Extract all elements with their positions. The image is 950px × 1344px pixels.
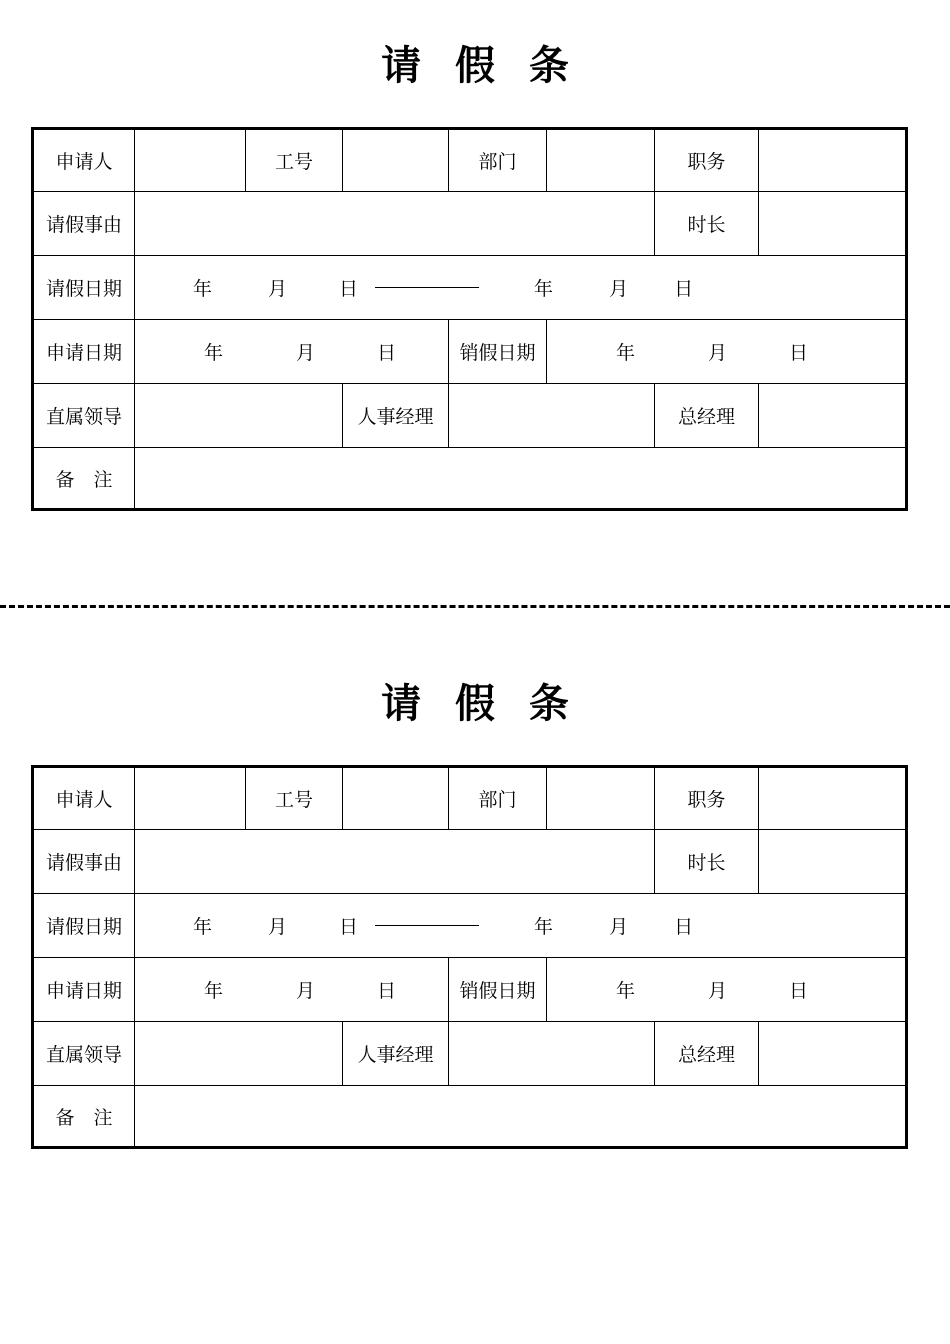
month-unit: 月 — [296, 342, 316, 364]
apply-date-field[interactable] — [135, 320, 448, 383]
day-unit: 日 — [789, 342, 809, 364]
applicant-label: 申请人 — [55, 151, 113, 173]
remarks-label: 备 注 — [55, 1106, 113, 1129]
day-unit: 日 — [674, 916, 694, 938]
apply-date-field[interactable] — [135, 958, 448, 1021]
hr-manager-field[interactable] — [449, 384, 654, 447]
applicant-label: 申请人 — [55, 789, 113, 811]
day-unit: 日 — [339, 278, 359, 300]
duration-field[interactable] — [759, 192, 905, 255]
hr-manager-field[interactable] — [449, 1022, 654, 1085]
reason-label: 请假事由 — [45, 852, 122, 874]
month-unit: 月 — [708, 342, 728, 364]
reason-field[interactable] — [135, 830, 654, 893]
form-title: 请 假 条 — [381, 681, 579, 727]
reason-label: 请假事由 — [45, 214, 122, 236]
date-range-dash — [375, 287, 479, 288]
leave-dates-label: 请假日期 — [45, 278, 122, 300]
day-unit: 日 — [377, 980, 397, 1002]
leave-dates-label: 请假日期 — [45, 916, 122, 938]
applicant-field[interactable] — [135, 768, 245, 829]
year-unit: 年 — [204, 342, 224, 364]
return-date-label: 销假日期 — [459, 980, 536, 1002]
position-field[interactable] — [759, 768, 905, 829]
position-label: 职务 — [687, 151, 726, 173]
day-unit: 日 — [339, 916, 359, 938]
general-manager-label: 总经理 — [677, 1044, 735, 1066]
remarks-field[interactable] — [135, 448, 905, 508]
apply-date-label: 申请日期 — [45, 980, 122, 1002]
position-field[interactable] — [759, 130, 905, 191]
return-date-field[interactable] — [547, 320, 905, 383]
day-unit: 日 — [377, 342, 397, 364]
apply-date-label: 申请日期 — [45, 342, 122, 364]
department-field[interactable] — [547, 768, 654, 829]
form-title: 请 假 条 — [381, 43, 579, 89]
general-manager-field[interactable] — [759, 1022, 905, 1085]
return-date-field[interactable] — [547, 958, 905, 1021]
remarks-field[interactable] — [135, 1086, 905, 1146]
department-field[interactable] — [547, 130, 654, 191]
duration-label: 时长 — [687, 214, 726, 236]
cut-line — [0, 605, 950, 608]
year-unit: 年 — [616, 980, 636, 1002]
direct-supervisor-label: 直属领导 — [45, 406, 122, 428]
department-label: 部门 — [478, 789, 517, 811]
direct-supervisor-field[interactable] — [135, 1022, 342, 1085]
general-manager-field[interactable] — [759, 384, 905, 447]
employee-id-label: 工号 — [274, 789, 313, 811]
leave-form-table — [31, 127, 908, 511]
month-unit: 月 — [268, 916, 288, 938]
direct-supervisor-field[interactable] — [135, 384, 342, 447]
remarks-label: 备 注 — [55, 468, 113, 491]
month-unit: 月 — [609, 278, 629, 300]
month-unit: 月 — [609, 916, 629, 938]
hr-manager-label: 人事经理 — [357, 1044, 434, 1066]
reason-field[interactable] — [135, 192, 654, 255]
leave-dates-field[interactable] — [135, 894, 905, 957]
year-unit: 年 — [534, 916, 554, 938]
applicant-field[interactable] — [135, 130, 245, 191]
month-unit: 月 — [296, 980, 316, 1002]
hr-manager-label: 人事经理 — [357, 406, 434, 428]
direct-supervisor-label: 直属领导 — [45, 1044, 122, 1066]
duration-field[interactable] — [759, 830, 905, 893]
general-manager-label: 总经理 — [677, 406, 735, 428]
year-unit: 年 — [193, 916, 213, 938]
year-unit: 年 — [193, 278, 213, 300]
day-unit: 日 — [789, 980, 809, 1002]
employee-id-label: 工号 — [274, 151, 313, 173]
year-unit: 年 — [616, 342, 636, 364]
employee-id-field[interactable] — [343, 768, 448, 829]
date-range-dash — [375, 925, 479, 926]
day-unit: 日 — [674, 278, 694, 300]
employee-id-field[interactable] — [343, 130, 448, 191]
leave-dates-field[interactable] — [135, 256, 905, 319]
position-label: 职务 — [687, 789, 726, 811]
year-unit: 年 — [534, 278, 554, 300]
year-unit: 年 — [204, 980, 224, 1002]
month-unit: 月 — [708, 980, 728, 1002]
duration-label: 时长 — [687, 852, 726, 874]
return-date-label: 销假日期 — [459, 342, 536, 364]
department-label: 部门 — [478, 151, 517, 173]
leave-form-table — [31, 765, 908, 1149]
month-unit: 月 — [268, 278, 288, 300]
